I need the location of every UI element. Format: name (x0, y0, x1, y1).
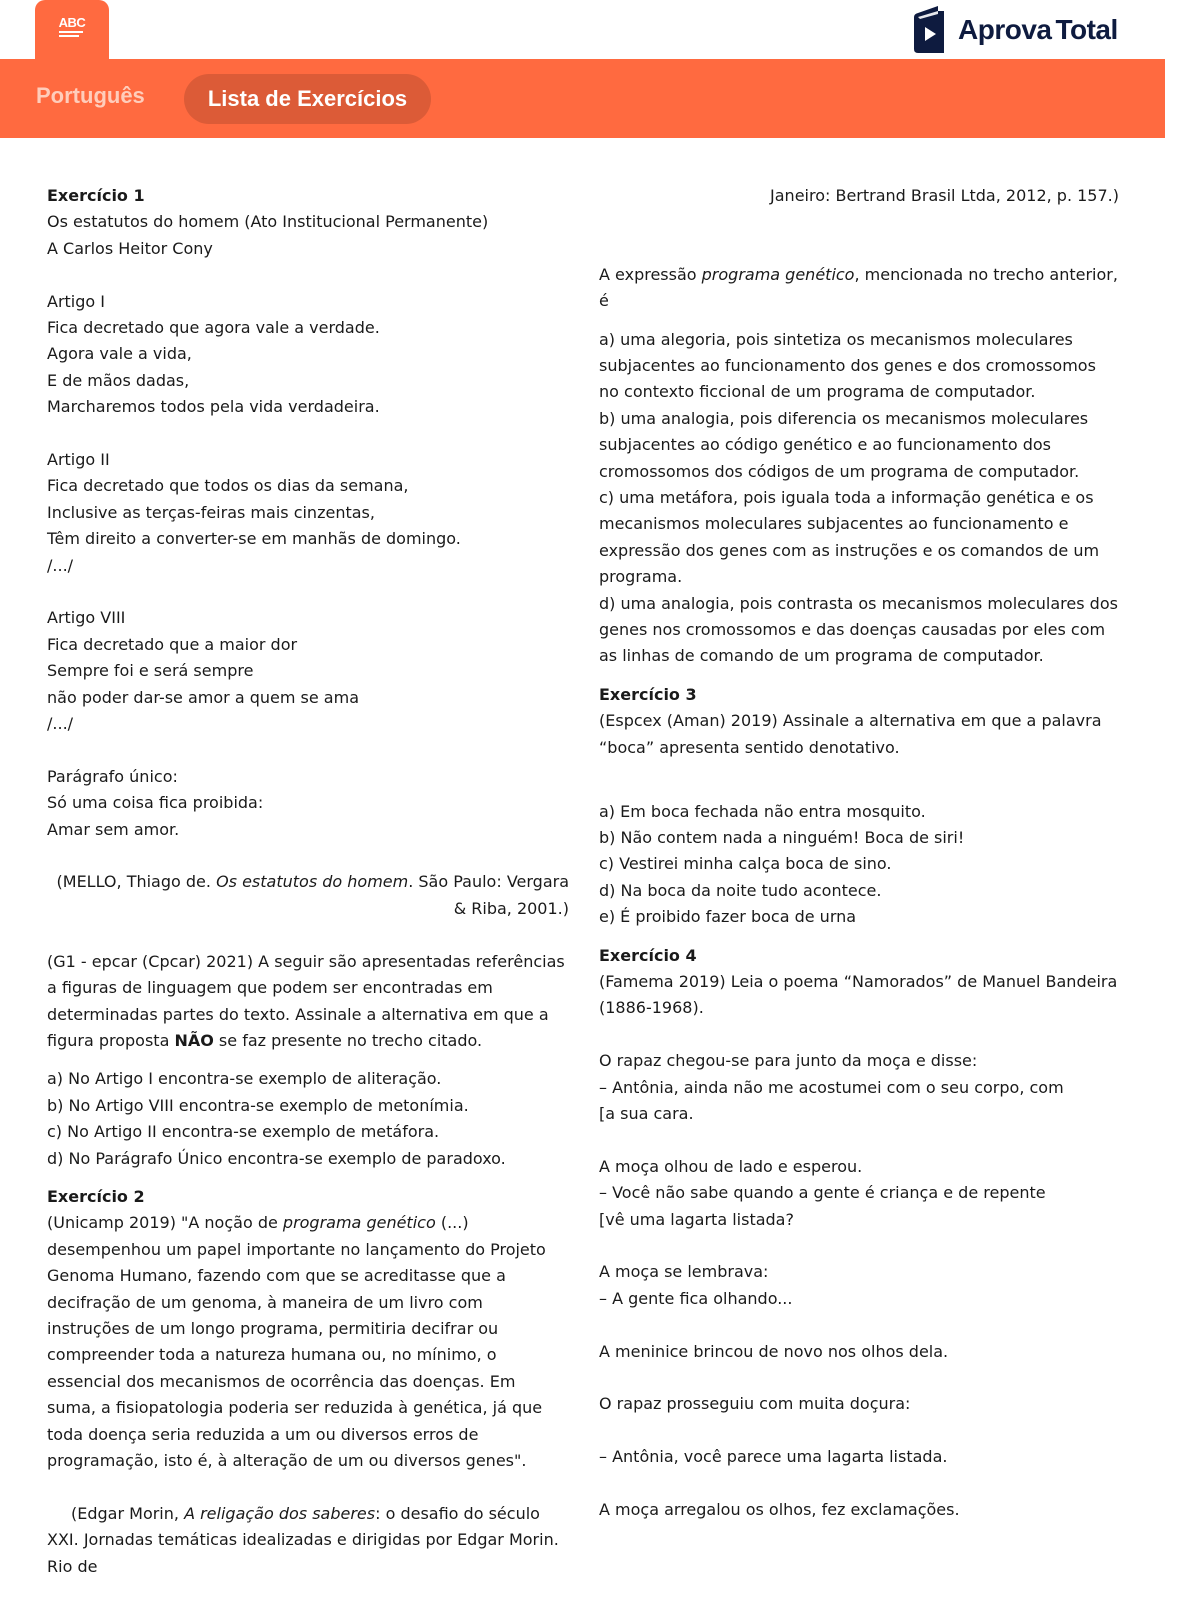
right-column (599, 183, 1119, 1523)
poem-title: Os estatutos do homem (Ato Institucional Permanente) (47, 212, 489, 232)
poem-line: [a sua cara. (599, 1103, 694, 1123)
exercise-3-title: Exercício 3 (599, 684, 697, 704)
exercise-3-options (599, 799, 1119, 931)
poem-line: O rapaz prosseguiu com muita doçura: (599, 1394, 911, 1414)
abc-icon: ABC (59, 16, 86, 37)
aprovatotal-logo[interactable] (912, 5, 1118, 55)
poem-line: /.../ (47, 555, 74, 575)
exercise-2-text: (Unicamp 2019) "A noção de programa genético (...) desempenhou um papel importante no lançamento do Projeto Genoma Humano, fazendo com que se acreditasse que a decifração de um genoma, à maneira de um livro com instruções de um longo programa, permitiria decifrar ou compreender toda a natureza humana ou, no mínimo, o essencial dos mecanismos de ocorrência das doenças. Em suma, a fisiopatologia poderia ser reduzida à genética, já que toda doença seria reduzida a um ou diversos erros de programação, isto é, à alteração de um ou diversos genes". (47, 1213, 546, 1470)
poem-line: – Antônia, você parece uma lagarta listada. (599, 1447, 948, 1467)
exercise-2-question: A expressão programa genético, mencionada no trecho anterior, é (599, 264, 1118, 311)
option-a[interactable]: a) No Artigo I encontra-se exemplo de aliteração. (47, 1069, 442, 1089)
poem-line: Fica decretado que todos os dias da semana, (47, 476, 409, 496)
poem-line: Artigo VIII (47, 608, 126, 628)
option-b[interactable]: b) Não contem nada a ninguém! Boca de siri! (599, 827, 965, 847)
poem-line: [vê uma lagarta listada? (599, 1209, 794, 1229)
breadcrumb-bar (0, 59, 1165, 138)
poem-line: A moça olhou de lado e esperou. (599, 1156, 863, 1176)
poem-line: Têm direito a converter-se em manhãs de domingo. (47, 529, 461, 549)
option-d[interactable]: d) Na boca da noite tudo acontece. (599, 880, 882, 900)
poem-line: E de mãos dadas, (47, 370, 190, 390)
poem-line (599, 1127, 1119, 1153)
option-b[interactable]: b) No Artigo VIII encontra-se exemplo de metonímia. (47, 1095, 469, 1115)
exercise-3-question: (Espcex (Aman) 2019) Assinale a alternativa em que a palavra “boca” apresenta sentido denotativo. (599, 711, 1102, 757)
exercise-4-title: Exercício 4 (599, 945, 697, 965)
poem-line: – Você não sabe quando a gente é criança e de repente (599, 1183, 1046, 1203)
exercise-2-source: (Edgar Morin, A religação dos saberes: o desafio do século XXI. Jornadas temáticas idealizadas e dirigidas por Edgar Morin. Rio de (47, 1503, 559, 1576)
poem-line: Parágrafo único: (47, 766, 178, 786)
poem-line: Artigo II (47, 450, 110, 470)
left-column (47, 183, 569, 1580)
exercise-1-options (47, 1066, 569, 1172)
option-d[interactable]: d) uma analogia, pois contrasta os mecanismos moleculares dos genes nos cromossomos e das doenças causadas por eles com as linhas de comando de um programa de computador. (599, 593, 1118, 666)
exercise-2-title: Exercício 2 (47, 1186, 145, 1206)
poem-line: A moça arregalou os olhos, fez exclamações. (599, 1499, 960, 1519)
poem-line (599, 1365, 1119, 1391)
poem-line: Marcharemos todos pela vida verdadeira. (47, 397, 380, 417)
option-b[interactable]: b) uma analogia, pois diferencia os mecanismos moleculares subjacentes ao código genético e ao funcionamento dos cromossomos dos códigos de um programa de computador. (599, 408, 1089, 481)
exercise-4-question: (Famema 2019) Leia o poema “Namorados” de Manuel Bandeira (1886-1968). (599, 971, 1118, 1018)
option-d[interactable]: d) No Parágrafo Único encontra-se exemplo de paradoxo. (47, 1148, 506, 1168)
poem-line: Artigo I (47, 291, 105, 311)
top-bar (0, 0, 1190, 59)
poem-line: A meninice brincou de novo nos olhos dela. (599, 1341, 949, 1361)
poem-line: – A gente fica olhando... (599, 1288, 793, 1308)
breadcrumb-subject[interactable]: Português (36, 83, 145, 108)
poem-line (599, 1418, 1119, 1444)
breadcrumb-current[interactable]: Lista de Exercícios (184, 74, 431, 124)
poem-line (599, 1233, 1119, 1259)
option-a[interactable]: a) uma alegoria, pois sintetiza os mecanismos moleculares subjacentes ao funcionamento dos genes e dos cromossomos no contexto ficcional de um programa de computador. (599, 329, 1096, 402)
poem-line: O rapaz chegou-se para junto da moça e disse: (599, 1051, 978, 1071)
option-a[interactable]: a) Em boca fechada não entra mosquito. (599, 801, 926, 821)
exercise-2-options (599, 327, 1119, 670)
poem-line: /.../ (47, 714, 74, 734)
poem-line: – Antônia, ainda não me acostumei com o seu corpo, com (599, 1077, 1064, 1097)
book-play-icon (912, 5, 948, 55)
poem-line: A moça se lembrava: (599, 1262, 769, 1282)
poem-line: Agora vale a vida, (47, 344, 192, 364)
poem-line: Fica decretado que agora vale a verdade. (47, 318, 380, 338)
poem-line: Só uma coisa fica proibida: (47, 793, 264, 813)
option-c[interactable]: c) uma metáfora, pois iguala toda a informação genética e os mecanismos moleculares subjacentes ao funcionamento e expressão dos genes com as instruções e os comandos de um programa. (599, 488, 1100, 587)
exercise-4-poem (599, 1048, 1119, 1523)
poem-line (599, 1312, 1119, 1338)
logo-word-aprova: Aprova (958, 14, 1052, 45)
option-c[interactable]: c) Vestirei minha calça boca de sino. (599, 854, 892, 874)
poem-line: não poder dar-se amor a quem se ama (47, 687, 359, 707)
poem-line: Sempre foi e será sempre (47, 661, 254, 681)
poem-line: Amar sem amor. (47, 819, 180, 839)
poem-dedication: A Carlos Heitor Cony (47, 238, 213, 258)
exercise-1-question: (G1 - epcar (Cpcar) 2021) A seguir são apresentadas referências a figuras de linguagem que podem ser encontradas em determinadas partes do texto. Assinale a alternativa em que a figura proposta NÃO se faz presente no trecho citado. (47, 951, 565, 1050)
exercise-1-title: Exercício 1 (47, 186, 145, 205)
logo-word-total: Total (1055, 14, 1118, 45)
option-c[interactable]: c) No Artigo II encontra-se exemplo de metáfora. (47, 1122, 440, 1142)
exercise-2-source-cont: Janeiro: Bertrand Brasil Ltda, 2012, p. 157.) (770, 186, 1119, 205)
option-e[interactable]: e) É proibido fazer boca de urna (599, 907, 857, 927)
poem-line: Fica decretado que a maior dor (47, 634, 298, 654)
poem-line: Inclusive as terças-feiras mais cinzentas, (47, 502, 375, 522)
poem-line (599, 1471, 1119, 1497)
poem-source: (MELLO, Thiago de. Os estatutos do homem. São Paulo: Vergara & Riba, 2001.) (56, 872, 569, 918)
subject-tab[interactable] (35, 0, 109, 59)
